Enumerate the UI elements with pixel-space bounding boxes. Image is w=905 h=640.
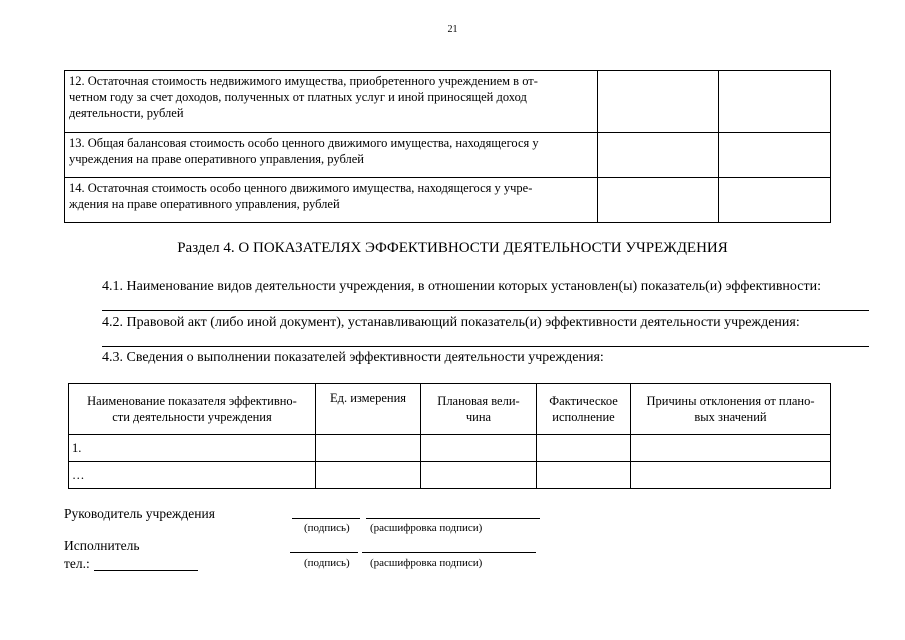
header-unit <box>316 384 421 435</box>
text-line: 13. Общая балансовая стоимость особо ценного движимого имущества, находящегося у <box>69 136 539 150</box>
executor-signature-line <box>290 552 358 553</box>
table-cell <box>421 435 537 462</box>
table-row <box>65 178 831 223</box>
table-cell <box>421 462 537 489</box>
table-row <box>65 133 831 178</box>
item-4-1-text: 4.1. Наименование видов деятельности учреждения, в отношении которых установлен(ы) показатель(и) эффективности: <box>102 279 821 294</box>
header-line: исполнение <box>552 410 615 424</box>
section-4-heading: Раздел 4. О ПОКАЗАТЕЛЯХ ЭФФЕКТИВНОСТИ ДЕЯТЕЛЬНОСТИ УЧРЕЖДЕНИЯ <box>177 240 728 256</box>
phone-label: тел.: <box>64 556 90 571</box>
text-line: четном году за счет доходов, полученных от платных услуг и иной приносящей доход <box>69 90 527 104</box>
row-12-description <box>65 71 598 133</box>
header-line: Плановая вели- <box>437 394 520 408</box>
indicators-table <box>68 383 831 489</box>
signature-decoding-caption: (расшифровка подписи) <box>370 557 483 569</box>
header-actual-execution <box>537 384 631 435</box>
executor-label: Исполнитель <box>64 538 140 553</box>
header-line: Ед. измерения <box>329 391 407 405</box>
executor-signature-decoding-line <box>362 552 536 553</box>
head-signature-line <box>292 518 360 519</box>
item-4-2-fill-line <box>102 346 869 347</box>
table-cell: 1. <box>69 435 316 462</box>
text-line: учреждения на праве оперативного управления, рублей <box>69 152 364 166</box>
head-signature-decoding-line <box>366 518 540 519</box>
table-row <box>65 71 831 133</box>
value-cell <box>719 133 831 178</box>
property-value-table <box>64 70 831 223</box>
signature-decoding-caption: (расшифровка подписи) <box>370 522 483 534</box>
row-13-description <box>65 133 598 178</box>
table-header-row <box>69 384 831 435</box>
table-cell <box>631 462 831 489</box>
value-cell <box>719 71 831 133</box>
page-number: 21 <box>447 24 458 35</box>
item-4-3-text: 4.3. Сведения о выполнении показателей эффективности деятельности учреждения: <box>102 350 604 365</box>
text-line: деятельности, рублей <box>69 106 184 120</box>
header-planned-value <box>421 384 537 435</box>
header-deviation-reasons <box>631 384 831 435</box>
table-cell <box>316 462 421 489</box>
value-cell <box>598 178 719 223</box>
signature-caption: (подпись) <box>304 522 350 534</box>
header-line: чина <box>465 410 492 424</box>
value-cell <box>719 178 831 223</box>
head-of-institution-label: Руководитель учреждения <box>64 506 215 521</box>
table-row <box>69 462 831 489</box>
signature-caption: (подпись) <box>304 557 350 569</box>
header-line: Фактическое <box>549 394 618 408</box>
table-cell <box>631 435 831 462</box>
value-cell <box>598 133 719 178</box>
value-cell <box>598 71 719 133</box>
table-cell <box>316 435 421 462</box>
table-cell <box>537 462 631 489</box>
header-line: сти деятельности учреждения <box>112 410 272 424</box>
header-line: Причины отклонения от плано- <box>646 394 815 408</box>
table-cell: … <box>69 462 316 489</box>
table-row <box>69 435 831 462</box>
text-line: ждения на праве оперативного управления, рублей <box>69 197 340 211</box>
header-line: Наименование показателя эффективно- <box>87 394 297 408</box>
item-4-2-text: 4.2. Правовой акт (либо иной документ), устанавливающий показатель(и) эффективности деятельности учреждения: <box>102 315 800 330</box>
phone-fill-line <box>94 570 198 571</box>
header-indicator-name <box>69 384 316 435</box>
row-14-description <box>65 178 598 223</box>
item-4-1-fill-line <box>102 310 869 311</box>
table-cell <box>537 435 631 462</box>
text-line: 12. Остаточная стоимость недвижимого имущества, приобретенного учреждением в от- <box>69 74 538 88</box>
text-line: 14. Остаточная стоимость особо ценного движимого имущества, находящегося у учре- <box>69 181 533 195</box>
header-line: вых значений <box>694 410 767 424</box>
